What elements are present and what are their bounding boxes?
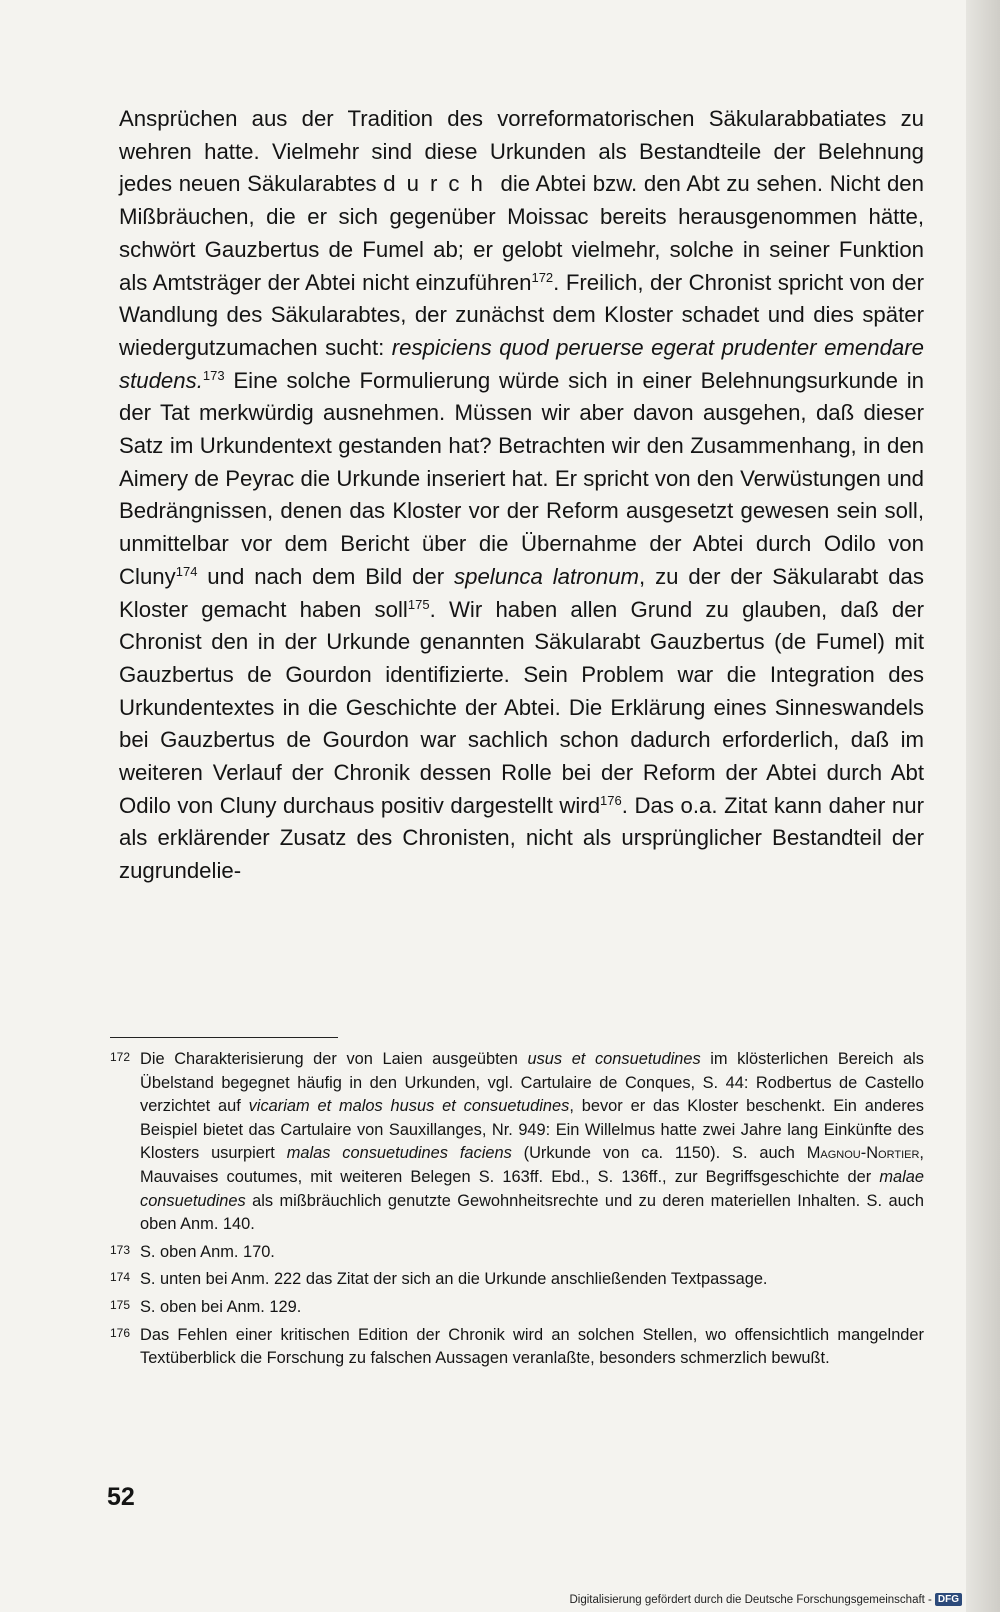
body-paragraph xyxy=(119,103,924,888)
footnote-ref-172[interactable]: 172 xyxy=(531,269,554,285)
footnote-separator xyxy=(110,1037,338,1038)
digitization-notice xyxy=(569,1593,962,1606)
footnote-173 xyxy=(110,1241,924,1265)
footnote-text: S. oben bei Anm. 129. xyxy=(140,1297,302,1316)
footnote-text: S. unten bei Anm. 222 das Zitat der sich an die Urkunde anschließenden Textpassage. xyxy=(140,1270,768,1289)
footnote-174 xyxy=(110,1268,924,1292)
text-run: , Mauvaises coutumes, mit weiteren Belegen S. 163ff. Ebd., S. 136ff., zur Begriffsgeschichte der xyxy=(140,1144,924,1186)
text-run: die Abtei bzw. den Abt zu sehen. Nicht den Mißbräuchen, die er sich gegenüber Moissac bereits herausgenommen hätte, schwört Gauzbertus de Fumel ab; er gelobt vielmehr, solche in seiner Funktion als Amtsträger der Abtei nicht einzuführen xyxy=(119,171,924,295)
text-run: (Urkunde von ca. 1150). S. auch xyxy=(511,1144,807,1163)
text-run: . Freilich, der Chronist spricht von der Wandlung des Säkularabtes, der zunächst dem Kloster schadet und dies später wiedergutzumachen sucht: xyxy=(119,269,924,360)
footnote-number: 174 xyxy=(110,1270,131,1285)
latin-term: spelunca latronum xyxy=(454,563,640,589)
text-run: Eine solche Formulierung würde sich in einer Belehnungsurkunde in der Tat merkwürdig ausnehmen. Müssen wir aber davon ausgehen, daß dieser Satz im Urkundentext gestanden hat? Betrachten wir den Zusammenhang, in den Aimery de Peyrac die Urkunde inseriert hat. Er spricht von den Verwüstungen und Bedrängnissen, denen das Kloster vor der Reform ausgesetzt gewesen sein soll, unmittelbar vor dem Bericht über die Übernahme der Abtei durch Odilo von Cluny xyxy=(119,367,924,589)
text-run: Die Charakterisierung der von Laien ausgeübten xyxy=(140,1050,528,1068)
footnote-number: 175 xyxy=(110,1297,131,1312)
text-run: , zu der der Säkularabt das Kloster gemacht haben soll xyxy=(119,563,924,622)
page-number: 52 xyxy=(107,1483,135,1511)
footnote-175 xyxy=(110,1296,924,1320)
page-edge-shadow xyxy=(966,0,1000,1612)
footnote-number: 176 xyxy=(110,1325,131,1340)
digitization-text: Digitalisierung gefördert durch die Deutsche Forschungsgemeinschaft - xyxy=(569,1593,932,1606)
footnote-text xyxy=(140,1048,924,1237)
footnote-ref-176[interactable]: 176 xyxy=(600,792,622,808)
text-run: als mißbräuchlich genutzte Gewohnheitsrechte und zu deren materiellen Inhalten. S. auch oben Anm. 140. xyxy=(140,1191,924,1234)
latin-term: usus et consuetudines xyxy=(527,1050,701,1068)
text-run: im klösterlichen Bereich als Übelstand begegnet häufig in den Urkunden, vgl. Cartulaire de Conques, S. 44: Rodbertus de Castello verzichtet auf xyxy=(140,1050,924,1116)
text-run: . Wir haben allen Grund zu glauben, daß der Chronist den in der Urkunde genannten Säkularabt Gauzbertus (de Fumel) mit Gauzbertus de Gourdon identifizierte. Sein Problem war die Integration des Urkundentextes in die Geschichte der Abtei. Die Erklärung eines Sinneswandels bei Gauzbertus de Gourdon war sachlich schon dadurch erforderlich, daß im weiteren Verlauf der Chronik dessen Rolle bei der Reform der Abtei durch Abt Odilo von Cluny durchaus positiv dargestellt wird xyxy=(119,596,924,818)
latin-term: malas consuetudines faciens xyxy=(286,1144,512,1163)
text-run: und nach dem Bild der xyxy=(197,563,455,589)
footnote-ref-175[interactable]: 175 xyxy=(407,596,430,612)
latin-term: vicariam et malos husus et consuetudines xyxy=(248,1097,570,1116)
latin-term: malae consuetudines xyxy=(140,1167,924,1210)
footnote-number: 173 xyxy=(110,1242,131,1257)
footnote-text: Das Fehlen einer kritischen Edition der Chronik wird an solchen Stellen, wo offensichtlich mangelnder Textüberblick die Forschung zu falschen Aussagen veranlaßte, besonders schmerzlich bewußt. xyxy=(140,1325,924,1368)
footnote-text: S. oben Anm. 170. xyxy=(140,1242,275,1261)
text-run: , bevor er das Kloster beschenkt. Ein anderes Beispiel bietet das Cartulaire von Sauxillanges, Nr. 949: Ein Willelmus hatte zwei Jahre lang Einkünfte des Klosters usurpiert xyxy=(140,1097,924,1163)
footnote-172 xyxy=(110,1048,924,1237)
body-text xyxy=(119,103,924,888)
latin-quote: respiciens quod peruerse egerat prudenter emendare studens. xyxy=(119,334,924,393)
footnote-number: 172 xyxy=(110,1050,131,1064)
footnote-176 xyxy=(110,1324,924,1371)
spaced-word: durch xyxy=(383,171,494,197)
footnotes xyxy=(110,1048,924,1375)
dfg-logo: DFG xyxy=(935,1593,962,1606)
footnote-ref-174[interactable]: 174 xyxy=(175,563,198,579)
footnote-ref-173[interactable]: 173 xyxy=(202,367,225,383)
text-run: Ansprüchen aus der Tradition des vorreformatorischen Säkularabbatiates zu wehren hatte. Vielmehr sind diese Urkunden als Bestandteile der Belehnung jedes neuen Säkularabtes xyxy=(119,106,924,197)
author-name: Magnou-Nortier xyxy=(806,1144,920,1163)
text-run: . Das o.a. Zitat kann daher nur als erklärender Zusatz des Chronisten, nicht als ursprünglicher Bestandteil der zugrundelie- xyxy=(119,792,924,884)
